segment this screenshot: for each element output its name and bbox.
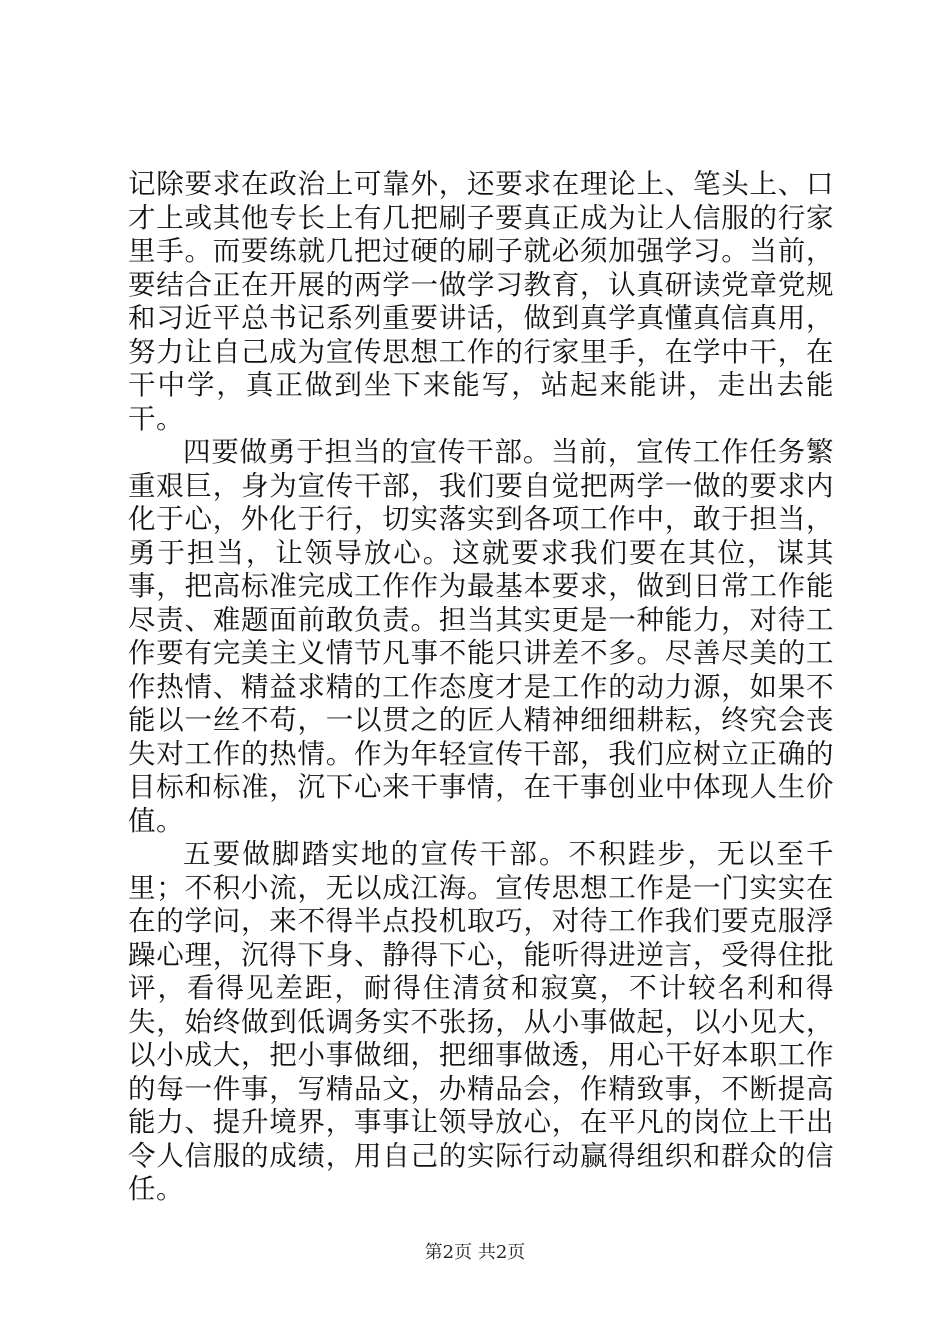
paragraph-2: 四要做勇于担当的宣传干部。当前，宣传工作任务繁重艰巨，身为宣传干部，我们要自觉把两学一做的要求内化于心，外化于行，切实落实到各项工作中，敢于担当，勇于担当，让领导放心。这就要求我们要在其位，谋其事，把高标准完成工作作为最基本要求，做到日常工作能尽责、难题面前敢负责。担当其实更是一种能力，对待工作要有完美主义情节凡事不能只讲差不多。尽善尽美的工作热情、精益求精的工作态度才是工作的动力源，如果不能以一丝不苟，一以贯之的匠人精神细细耕耘，终究会丧失对工作的热情。作为年轻宣传干部，我们应树立正确的目标和标准，沉下心来干事情，在干事创业中体现人生价值。 bbox=[128, 436, 834, 837]
paragraph-1: 记除要求在政治上可靠外，还要求在理论上、笔头上、口才上或其他专长上有几把刷子要真正成为让人信服的行家里手。而要练就几把过硬的刷子就必须加强学习。当前，要结合正在开展的两学一做学习教育，认真研读党章党规和习近平总书记系列重要讲话，做到真学真懂真信真用，努力让自己成为宣传思想工作的行家里手，在学中干，在干中学，真正做到坐下来能写，站起来能讲，走出去能干。 bbox=[128, 168, 834, 435]
document-body bbox=[128, 168, 834, 1207]
paragraph-3: 五要做脚踏实地的宣传干部。不积跬步，无以至千里；不积小流，无以成江海。宣传思想工作是一门实实在在的学问，来不得半点投机取巧，对待工作我们要克服浮躁心理，沉得下身、静得下心，能听得进逆言，受得住批评，看得见差距，耐得住清贫和寂寞，不计较名利和得失，始终做到低调务实不张扬，从小事做起，以小见大，以小成大，把小事做细，把细事做透，用心干好本职工作的每一件事，写精品文，办精品会，作精致事，不断提高能力、提升境界，事事让领导放心，在平凡的岗位上干出令人信服的成绩，用自己的实际行动赢得组织和群众的信任。 bbox=[128, 838, 834, 1205]
page-footer: 第2页 共2页 bbox=[424, 1242, 526, 1263]
